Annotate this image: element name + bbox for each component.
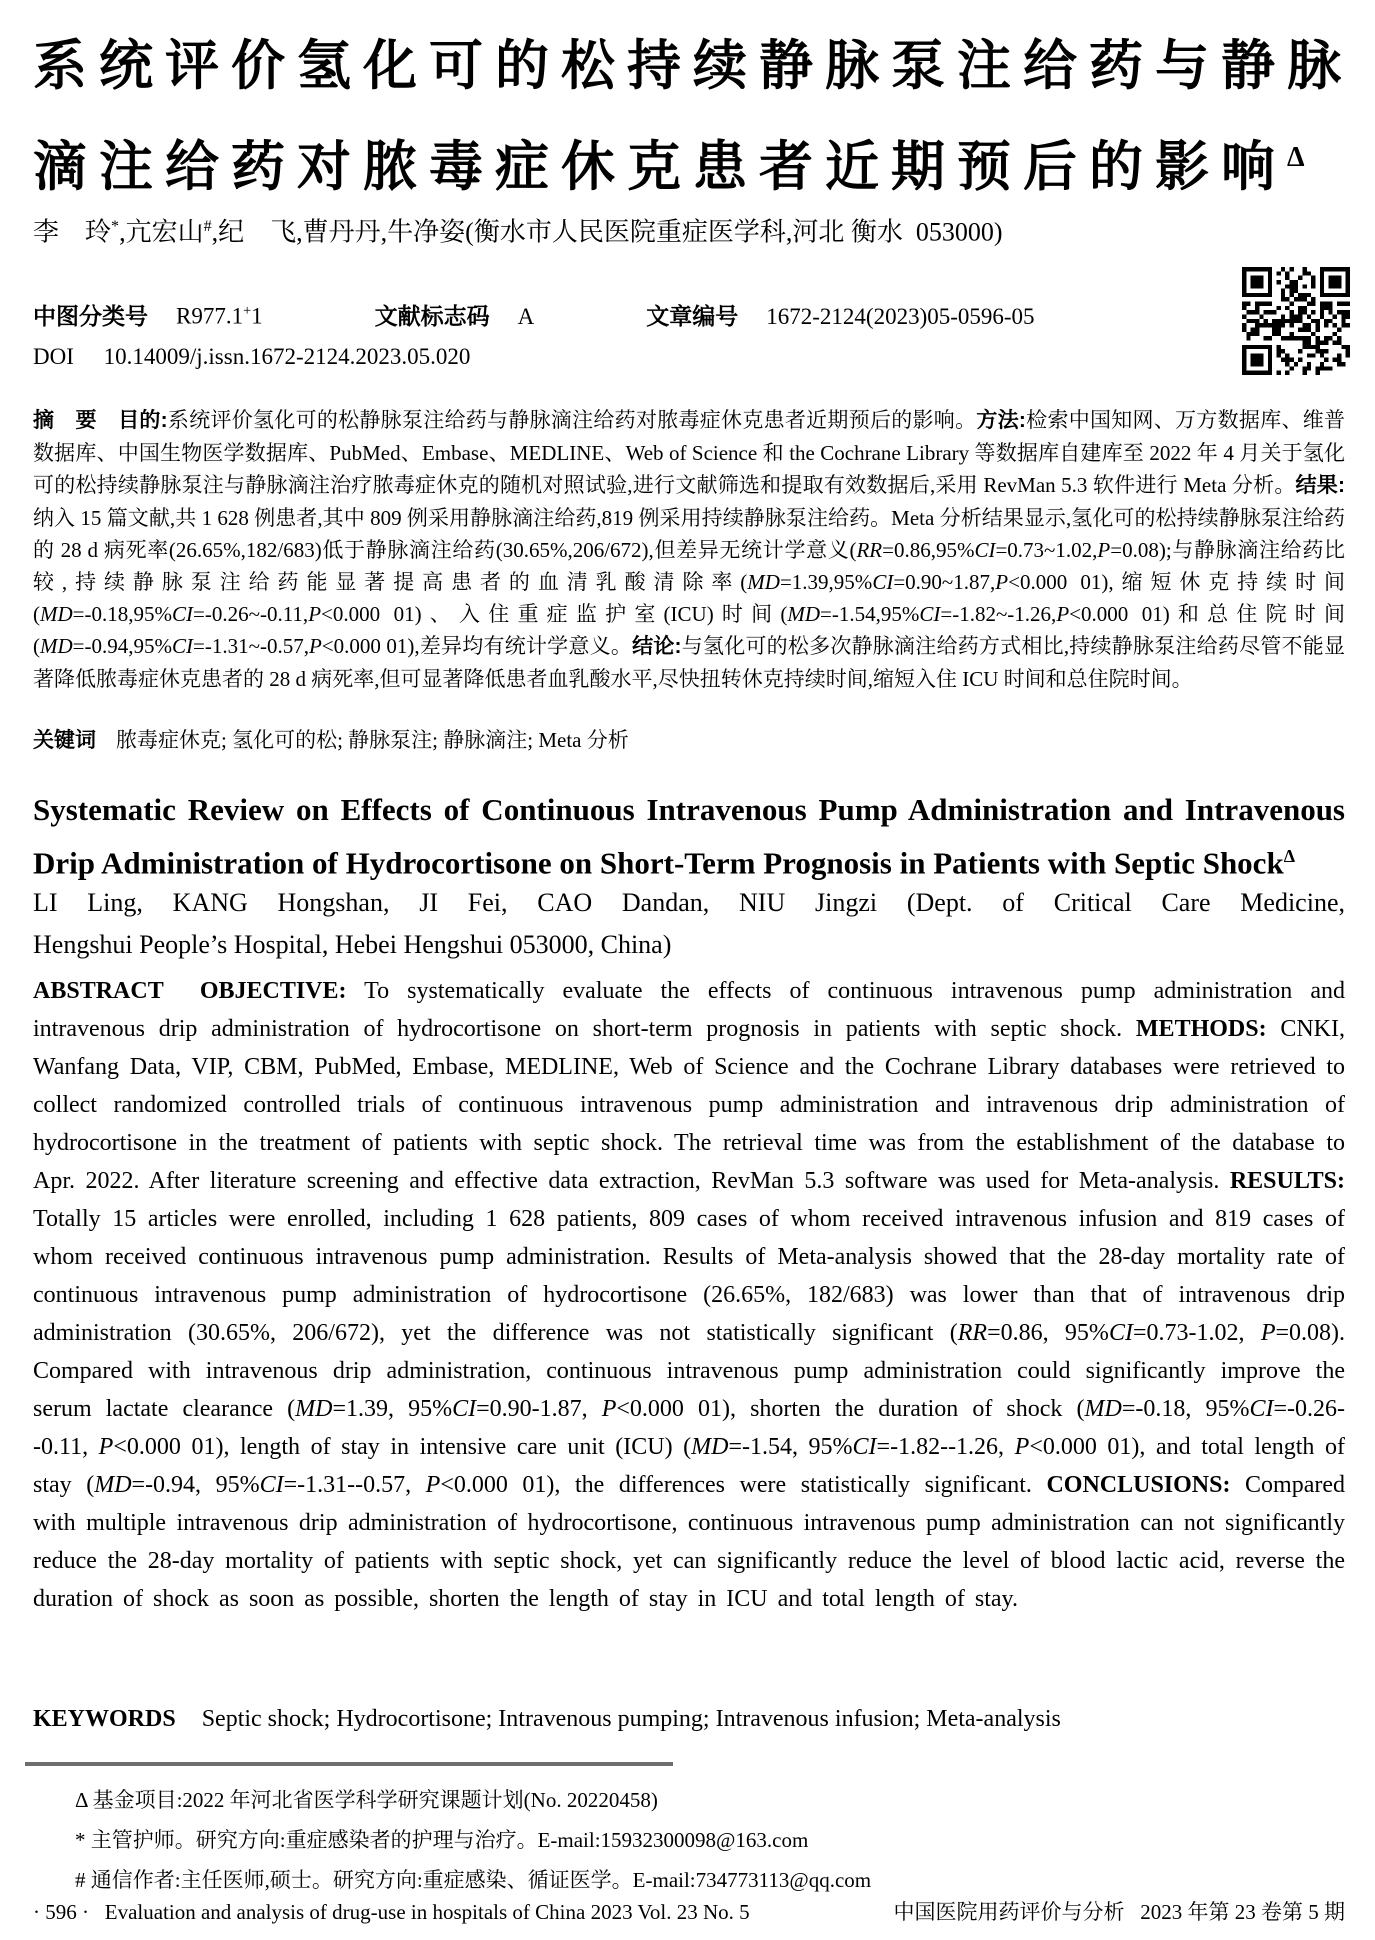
article-no-label: 文章编号 — [646, 303, 739, 329]
authors-en-line1: LI Ling, KANG Hongshan, JI Fei, CAO Dandan, NIU Jingzi (Dept. of Critical Care Medicine, — [33, 888, 1345, 917]
authors-en — [33, 882, 1345, 966]
article-title-zh-line2-text: 滴注给药对脓毒症休克患者近期预后的影响 — [33, 137, 1287, 197]
footnote-first-author: * 主管护师。研究方向:重症感染者的护理与治疗。E-mail:15932300098@163.com — [75, 1828, 809, 1852]
doi-row — [33, 344, 470, 370]
article-title-en — [33, 786, 1345, 886]
authors-zh: 李 玲*,亢宏山#,纪 飞,曹丹丹,牛净姿(衡水市人民医院重症医学科,河北 衡水 053000) — [33, 217, 1003, 247]
footnote-divider — [25, 1762, 673, 1766]
footnotes — [75, 1780, 1335, 1900]
footer-left-journal-en: · 596 · Evaluation and analysis of drug-use in hospitals of China 2023 Vol. 23 No. 5 — [33, 1900, 750, 1924]
keywords-en-label: KEYWORDS — [33, 1706, 176, 1732]
footnote-corresponding-author: # 通信作者:主任医师,硕士。研究方向:重症感染、循证医学。E-mail:734773113@qq.com — [75, 1868, 872, 1892]
footer-right-journal-zh: 中国医院用药评价与分析 2023 年第 23 卷第 5 期 — [893, 1900, 1345, 1924]
funding-marker: Δ — [1287, 142, 1305, 173]
footnote-funding: Δ 基金项目:2022 年河北省医学科学研究课题计划(No. 20220458) — [75, 1788, 658, 1812]
funding-marker-en: Δ — [1283, 846, 1295, 866]
page-footer — [33, 1896, 1345, 1926]
keywords-en — [33, 1700, 1345, 1738]
doc-code-value: A — [517, 304, 535, 329]
doi-label: DOI — [33, 344, 74, 369]
article-no-value: 1672-2124(2023)05-0596-05 — [766, 304, 1035, 329]
keywords-zh-text: 脓毒症休克; 氢化可的松; 静脉泵注; 静脉滴注; Meta 分析 — [116, 728, 629, 752]
keywords-zh-label: 关键词 — [33, 729, 96, 752]
keywords-zh — [33, 724, 1345, 757]
clc-value: R977.1+1 — [176, 303, 263, 329]
article-header — [33, 20, 1353, 213]
meta-row — [33, 298, 1035, 331]
doc-code-label: 文献标志码 — [374, 303, 490, 329]
doi-value: 10.14009/j.issn.1672-2124.2023.05.020 — [103, 344, 471, 369]
abstract-zh: 摘 要 目的:系统评价氢化可的松静脉泵注给药与静脉滴注给药对脓毒症休克患者近期预后的影响。方法:检索中国知网、万方数据库、维普数据库、中国生物医学数据库、PubMed、Embase、MEDLINE、Web of Science 和 the Cochrane Library 等数据库自建库至 2022 年 4 月关于氢化可的松持续静脉泵注与静脉滴注治疗脓毒症休克的随机对照试验,进行文献筛选和提取有效数据后,采用 RevMan 5.3 软件进行 Meta 分析。结果:纳入 15 篇文献,共 1 628 例患者,其中 809 例采用静脉滴注给药,819 例采用持续静脉泵注给药。Meta 分析结果显示,氢化可的松持续静脉泵注给药的 28 d 病死率(26.65%,182/683)低于静脉滴注给药(30.65%,206/672),但差异无统计学意义(RR=0.86,95%CI=0.73~1.02,P=0.08);与静脉滴注给药比较,持续静脉泵注给药能显著提高患者的血清乳酸清除率(MD=1.39,95%CI=0.90~1.87,P<0.000 01),缩短休克持续时间(MD=-0.18,95%CI=-0.26~-0.11,P<0.000 01)、入住重症监护室(ICU)时间(MD=-1.54,95%CI=-1.82~-1.26,P<0.000 01)和总住院时间(MD=-0.94,95%CI=-1.31~-0.57,P<0.000 01),差异均有统计学意义。结论:与氢化可的松多次静脉滴注给药方式相比,持续静脉泵注给药尽管不能显著降低脓毒症休克患者的 28 d 病死率,但可显著降低患者血乳酸水平,尽快扭转休克持续时间,缩短入住 ICU 时间和总住院时间。 — [33, 408, 1346, 691]
article-title-zh-line2 — [33, 112, 1345, 213]
abstract-en: ABSTRACT OBJECTIVE: To systematically evaluate the effects of continuous intravenous pump administration and intravenous drip administration of hydrocortisone on short-term prognosis in patients with septic shock. METHODS: CNKI, Wanfang Data, VIP, CBM, PubMed, Embase, MEDLINE, Web of Science and the Cochrane Library databases were retrieved to collect randomized controlled trials of continuous intravenous pump administration and intravenous drip administration of hydrocortisone in the treatment of patients with septic shock. The retrieval time was from the establishment of the database to Apr. 2022. After literature screening and effective data extraction, RevMan 5.3 software was used for Meta-analysis. RESULTS: Totally 15 articles were enrolled, including 1 628 patients, 809 cases of whom received intravenous infusion and 819 cases of whom received continuous intravenous pump administration. Results of Meta-analysis showed that the 28-day mortality rate of continuous intravenous pump administration of hydrocortisone (26.65%, 182/683) was lower than that of intravenous drip administration (30.65%, 206/672), yet the difference was not statistically significant (RR=0.86, 95%CI=0.73-1.02, P=0.08). Compared with intravenous drip administration, continuous intravenous pump administration could significantly improve the serum lactate clearance (MD=1.39, 95%CI=0.90-1.87, P<0.000 01), shorten the duration of shock (MD=-0.18, 95%CI=-0.26--0.11, P<0.000 01), length of stay in intensive care unit (ICU) (MD=-1.54, 95%CI=-1.82--1.26, P<0.000 01), and total length of stay (MD=-0.94, 95%CI=-1.31--0.57, P<0.000 01), the differences were statistically significant. CONCLUSIONS: Compared with multiple intravenous drip administration of hydrocortisone, continuous intravenous pump administration can not significantly reduce the 28-day mortality of patients with septic shock, yet can significantly reduce the level of blood lactic acid, reverse the duration of shock as soon as possible, shorten the length of stay in ICU and total length of stay. — [33, 978, 1346, 1612]
article-title-en-line2: Drip Administration of Hydrocortisone on Short-Term Prognosis in Patients with Septic Shock$^\Delta$ — [33, 845, 1295, 881]
article-title-zh-line1: 系统评价氢化可的松持续静脉泵注给药与静脉 — [33, 36, 1353, 96]
authors-en-line2: Hengshui People’s Hospital, Hebei Hengshui 053000, China) — [33, 930, 672, 959]
article-title-en-line1: Systematic Review on Effects of Continuous Intravenous Pump Administration and Intravenous — [33, 792, 1345, 827]
clc-label: 中图分类号 — [33, 303, 148, 329]
qr-code-icon — [1242, 267, 1350, 375]
keywords-en-text: Septic shock; Hydrocortisone; Intravenous pumping; Intravenous infusion; Meta-analysis — [201, 1706, 1061, 1732]
